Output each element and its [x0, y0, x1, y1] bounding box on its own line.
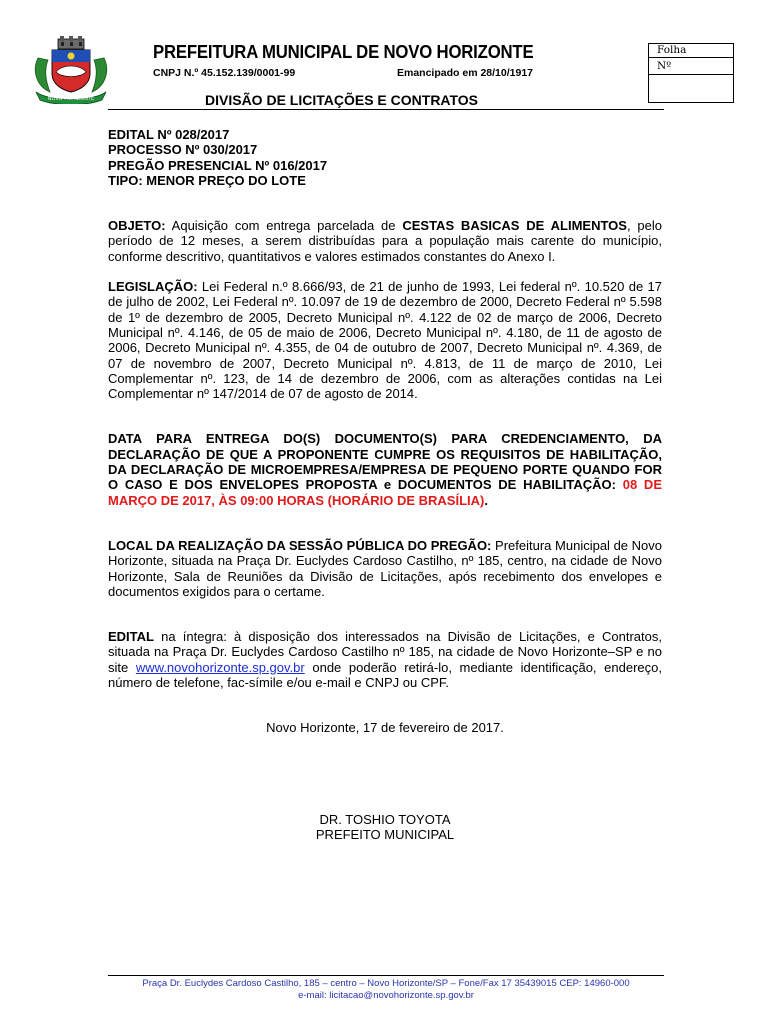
- objeto-label: OBJETO:: [108, 218, 166, 234]
- data-entrega-text: DATA PARA ENTREGA DO(S) DOCUMENTO(S) PARA CREDENCIAMENTO, DA DECLARAÇÃO DE QUE A PROPONENTE CUMPRE OS REQUISITOS DE HABILITAÇÃO, DA DECLARAÇÃO DE MICROEMPRESA/EMPRESA DE PEQUENO PORTE QUANDO FOR O CASO E DOS ENVELOPES PROPOSTA e DOCUMENTOS DE HABILITAÇÃO:: [108, 431, 662, 493]
- footer-email: e-mail: licitacao@novohorizonte.sp.gov.br: [298, 989, 474, 1001]
- signature-name: DR. TOSHIO TOYOTA: [319, 811, 451, 827]
- cnpj: CNPJ N.º 45.152.139/0001-99: [153, 67, 296, 79]
- legislacao-text: Lei Federal n.º 8.666/93, de 21 de junho de 1993, Lei federal nº. 10.520 de 17 de julho de 2002, Lei Federal nº. 10.097 de 19 de dezembro de 2000, Decreto Federal nº 5.598 de 1º de dezembro de 2005, Decreto Municipal nº. 4.122 de 02 de março de 2006, Decreto Municipal nº. 4.146, de 05 de maio de 2006, Decreto Municipal nº. 4.180, de 11 de agosto de 2006, Decreto Municipal nº. 4.355, de 04 de outubro de 2007, Decreto Municipal nº. 4.369, de 07 de novembro de 2007, Decreto Municipal nº. 4.813, de 11 de março de 2010, Lei Complementar nº. 123, de 14 de dezembro de 2006, com as alterações contidas na Lei Complementar nº 147/2014 de 07 de agosto de 2014.: [108, 279, 662, 402]
- processo-number: PROCESSO Nº 030/2017: [108, 142, 258, 158]
- footer-address: Praça Dr. Euclydes Cardoso Castilho, 185 – centro – Novo Horizonte/SP – Fone/Fax 17 35439015 CEP: 14960-000: [142, 978, 630, 989]
- emancipation-date: Emancipado em 28/10/1917: [397, 67, 533, 79]
- header-divider: [108, 109, 664, 110]
- edital-info-paragraph: [108, 629, 662, 690]
- website-link[interactable]: www.novohorizonte.sp.gov.br: [135, 659, 305, 675]
- objeto-text-2: , pelo período de 12 meses, a serem distribuídas para a população mais carente do município, conforme descritivo, quantitativos e valores estimados constantes do Anexo I.: [108, 218, 662, 264]
- tipo-line: TIPO: MENOR PREÇO DO LOTE: [108, 172, 306, 188]
- objeto-highlight: CESTAS BASICAS DE ALIMENTOS: [402, 218, 627, 234]
- objeto-paragraph: [108, 218, 662, 264]
- legislacao-label: LEGISLAÇÃO:: [108, 279, 198, 295]
- data-entrega-paragraph: [108, 431, 662, 507]
- municipal-crest-logo: [30, 36, 112, 104]
- page-title: PREFEITURA MUNICIPAL DE NOVO HORIZONTE: [153, 42, 534, 62]
- edital-info-text-1: na íntegra: à disposição dos interessados na Divisão de Licitações, e Contratos, situada na Praça Dr. Euclydes Cardoso Castilho nº 185, na cidade de Novo Horizonte–SP e no site: [108, 629, 662, 675]
- folha-stamp-box: [648, 43, 734, 103]
- footer-divider: [108, 975, 664, 976]
- date-place: Novo Horizonte, 17 de fevereiro de 2017.: [266, 720, 504, 736]
- legislacao-paragraph: [108, 279, 662, 401]
- edital-info-text-2: onde poderão retirá-lo, mediante identificação, endereço, número de telefone, fac-símile e/ou e-mail e CNPJ ou CPF.: [108, 659, 662, 691]
- data-entrega-date: 08 DE MARÇO DE 2017, ÀS 09:00 HORAS (HORÁRIO DE BRASÍLIA): [108, 477, 662, 508]
- data-entrega-end: .: [484, 492, 488, 508]
- document-body: [108, 127, 662, 842]
- edital-number: EDITAL Nº 028/2017: [108, 127, 230, 142]
- local-paragraph: [108, 538, 662, 599]
- objeto-text-1: Aquisição com entrega parcelada de: [165, 218, 403, 234]
- local-text: Prefeitura Municipal de Novo Horizonte, situada na Praça Dr. Euclydes Cardoso Castilho, nº 185, centro, na cidade de Novo Horizonte, Sala de Reuniões da Divisão de Licitações, após recebimento dos envelopes e documentos exigidos para o certame.: [108, 537, 663, 599]
- division-heading: DIVISÃO DE LICITAÇÕES E CONTRATOS: [205, 92, 479, 108]
- folha-label: Folha: [649, 44, 733, 58]
- local-label: LOCAL DA REALIZAÇÃO DA SESSÃO PÚBLICA DO PREGÃO:: [108, 537, 492, 553]
- crest-motto: NOVO HORIZONTE: [47, 96, 95, 102]
- signature-role: PREFEITO MUNICIPAL: [315, 826, 455, 842]
- edital-info-label: EDITAL: [108, 629, 154, 645]
- numero-label: Nº: [649, 58, 733, 75]
- pregao-number: PREGÃO PRESENCIAL Nº 016/2017: [108, 157, 328, 173]
- footer: [108, 978, 664, 1001]
